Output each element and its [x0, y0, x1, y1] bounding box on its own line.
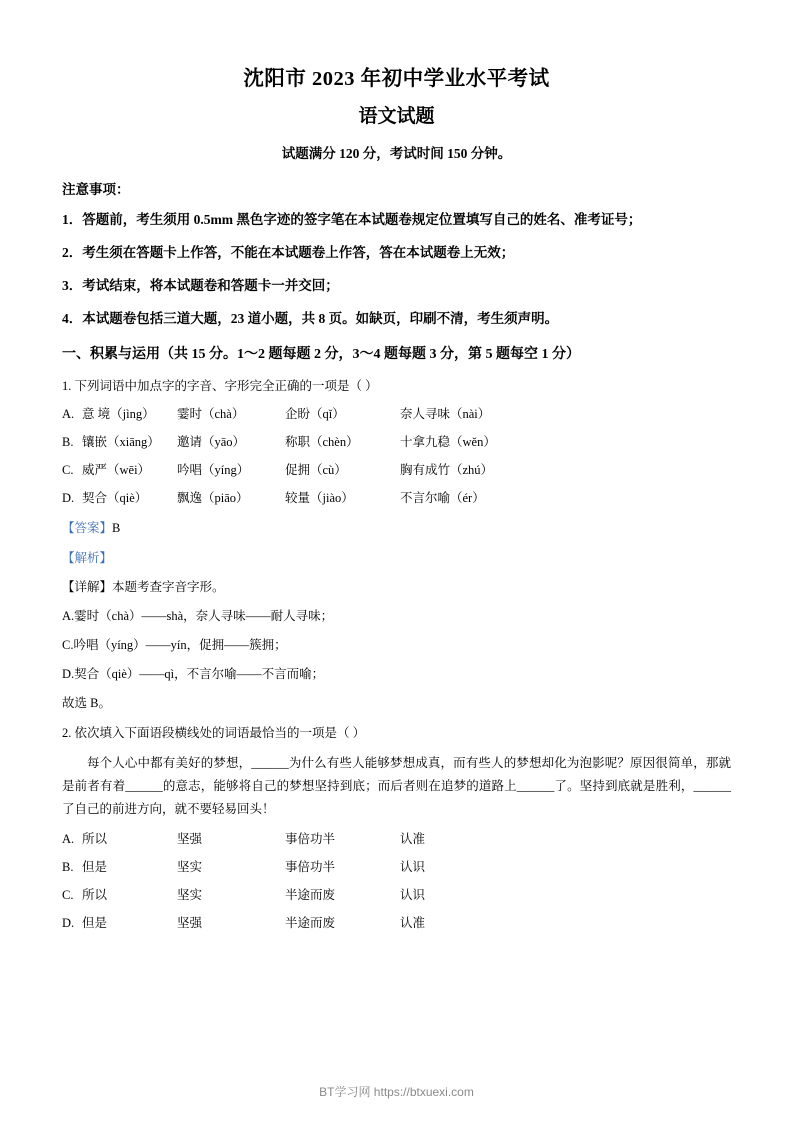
option-text-1: 但是 — [82, 860, 108, 875]
option-text-1: 意 境（jìng） — [82, 406, 155, 421]
option-text-2: 坚实 — [177, 860, 203, 875]
page-subtitle: 语文试题 — [358, 105, 435, 127]
question-1-option-a — [62, 404, 731, 424]
question-1-option-b — [62, 432, 731, 452]
answer-value: B — [112, 520, 121, 535]
option-text-1: 但是 — [82, 916, 108, 931]
option-text-1: 所以 — [82, 832, 108, 847]
notice-item-3: 3．考试结束，将本试题卷和答题卡一并交回； — [62, 278, 339, 294]
question-1-stem: 1. 下列词语中加点字的字音、字形完全正确的一项是（ ） — [62, 378, 378, 393]
option-text-4: 胸有成竹（zhú） — [400, 462, 494, 477]
option-label: B. — [62, 860, 74, 875]
answer-tag: 【答案】 — [62, 520, 113, 535]
option-label: C. — [62, 888, 74, 903]
option-text-1: 镶嵌（xiāng） — [82, 434, 160, 449]
question-2-option-b — [62, 857, 731, 877]
option-text-4: 奈人寻味（nài） — [400, 406, 491, 421]
option-label: A. — [62, 832, 75, 847]
question-1-option-c — [62, 460, 731, 480]
detail-line-4: D.契合（qiè）——qì，不言尔喻——不言而喻； — [62, 666, 325, 681]
option-text-3: 较量（jiào） — [285, 490, 354, 505]
option-label: D. — [62, 490, 75, 505]
option-text-4: 认准 — [400, 916, 426, 931]
option-text-2: 坚强 — [177, 916, 203, 931]
notice-heading: 注意事项： — [62, 181, 130, 197]
option-text-3: 事倍功半 — [285, 860, 336, 875]
notice-item-1: 1．答题前，考生须用 0.5mm 黑色字迹的签字笔在本试题卷规定位置填写自己的姓名、准考证号； — [62, 211, 642, 227]
option-text-2: 霎时（chà） — [177, 406, 245, 421]
option-text-2: 吟唱（yíng） — [177, 462, 250, 477]
option-label: C. — [62, 462, 74, 477]
option-text-1: 契合（qiè） — [82, 490, 148, 505]
option-text-4: 认识 — [400, 888, 426, 903]
option-text-2: 坚强 — [177, 832, 203, 847]
detail-line-5: 故选 B。 — [62, 695, 111, 710]
score-time-line: 试题满分 120 分，考试时间 150 分钟。 — [281, 146, 512, 162]
answer-block — [62, 518, 731, 538]
page-footer-watermark: BT学习网 https://btxuexi.com — [319, 1085, 474, 1099]
option-text-2: 飘逸（piāo） — [177, 490, 249, 505]
notice-item-2: 2．考生须在答题卡上作答，不能在本试题卷上作答，答在本试题卷上无效； — [62, 244, 515, 260]
option-text-4: 认准 — [400, 832, 426, 847]
question-2-stem: 2. 依次填入下面语段横线处的词语最恰当的一项是（ ） — [62, 725, 366, 740]
question-2-option-d — [62, 913, 731, 933]
option-text-2: 邀请（yāo） — [177, 434, 246, 449]
page-title: 沈阳市 2023 年初中学业水平考试 — [243, 68, 550, 90]
detail-line-1: 【详解】本题考查字音字形。 — [62, 579, 225, 594]
option-text-3: 事倍功半 — [285, 832, 336, 847]
option-label: A. — [62, 406, 75, 421]
question-2-option-a — [62, 829, 731, 849]
option-label: B. — [62, 434, 74, 449]
option-text-2: 坚实 — [177, 888, 203, 903]
option-text-3: 促拥（cù） — [285, 462, 347, 477]
question-1-option-d — [62, 488, 731, 508]
question-2-option-c — [62, 885, 731, 905]
analysis-tag: 【解析】 — [62, 550, 113, 565]
option-text-3: 半途而废 — [285, 916, 336, 931]
option-text-3: 半途而废 — [285, 888, 336, 903]
detail-line-3: C.吟唱（yíng）——yín，促拥——簇拥； — [62, 637, 287, 652]
option-text-4: 认识 — [400, 860, 426, 875]
notice-item-4: 4．本试题卷包括三道大题，23 道小题，共 8 页。如缺页，印刷不清，考生须声明。 — [62, 311, 559, 327]
option-text-4: 不言尔喻（ér） — [400, 490, 485, 505]
detail-line-2: A.霎时（chà）——shà，奈人寻味——耐人寻味； — [62, 608, 334, 623]
option-text-4: 十拿九稳（wěn） — [400, 434, 496, 449]
option-text-1: 威严（wēi） — [82, 462, 151, 477]
question-2-passage: 每个人心中都有美好的梦想，______为什么有些人能够梦想成真，而有些人的梦想却化为泡影呢？原因很简单，那就是前者有着______的意志，能够将自己的梦想坚持到底；而后者则在追梦的道路上______了。坚持到底就是胜利，______了自己的前进方向，就不要轻易回头！ — [62, 755, 731, 817]
section-heading: 一、积累与运用（共 15 分。1～2 题每题 2 分，3～4 题每题 3 分，第 5 题每空 1 分） — [62, 346, 580, 362]
option-text-3: 企盼（qǐ） — [285, 406, 345, 421]
option-text-3: 称职（chèn） — [285, 434, 359, 449]
option-label: D. — [62, 916, 75, 931]
option-text-1: 所以 — [82, 888, 108, 903]
